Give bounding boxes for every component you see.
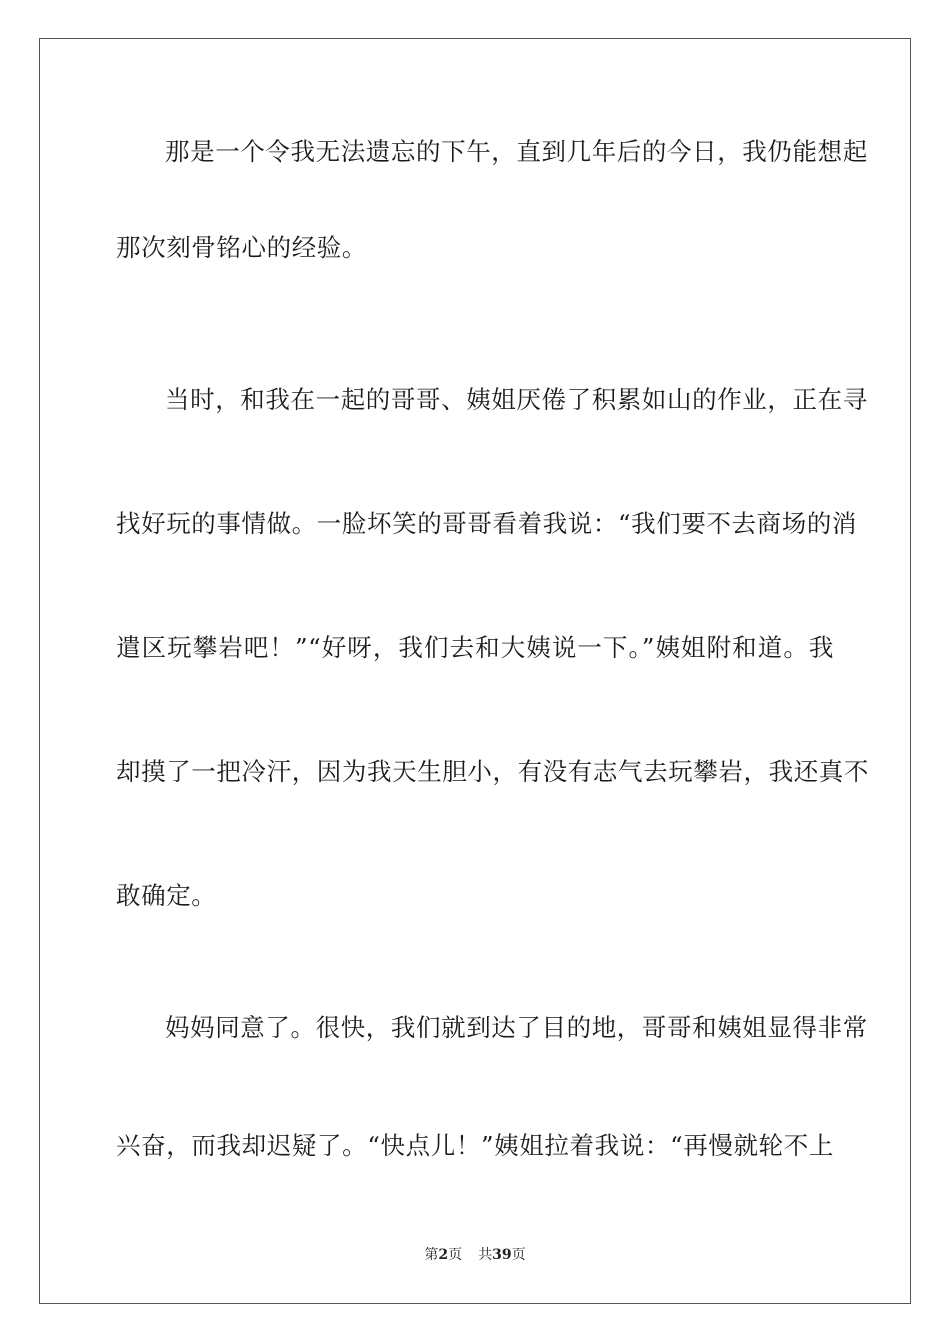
- paragraph-2-line-4: 却摸了一把冷汗，因为我天生胆小，有没有志气去玩攀岩，我还真不: [116, 757, 869, 786]
- page-number: 2: [438, 1247, 449, 1263]
- total-prefix: 共: [478, 1247, 493, 1263]
- page-prefix: 第: [424, 1247, 439, 1263]
- paragraph-1-line-2: 那次刻骨铭心的经验。: [116, 233, 367, 262]
- paragraph-3-line-1: 妈妈同意了。很快，我们就到达了目的地，哥哥和姨姐显得非常: [165, 1013, 868, 1042]
- paragraph-2-line-1: 当时，和我在一起的哥哥、姨姐厌倦了积累如山的作业，正在寻: [165, 385, 868, 414]
- paragraph-2-line-5: 敢确定。: [116, 881, 217, 910]
- page-suffix: 页: [448, 1247, 463, 1263]
- paragraph-3-line-2: 兴奋，而我却迟疑了。“快点儿！”姨姐拉着我说：“再慢就轮不上: [116, 1131, 834, 1160]
- total-suffix: 页: [511, 1247, 526, 1263]
- page-frame: [39, 38, 911, 1304]
- page-footer: [0, 1245, 950, 1265]
- total-pages: 39: [492, 1247, 512, 1263]
- paragraph-2-line-3: 遣区玩攀岩吧！”“好呀，我们去和大姨说一下。”姨姐附和道。我: [116, 633, 834, 662]
- paragraph-1-line-1: 那是一个令我无法遗忘的下午，直到几年后的今日，我仍能想起: [165, 137, 868, 166]
- paragraph-2-line-2: 找好玩的事情做。一脸坏笑的哥哥看着我说：“我们要不去商场的消: [116, 509, 858, 538]
